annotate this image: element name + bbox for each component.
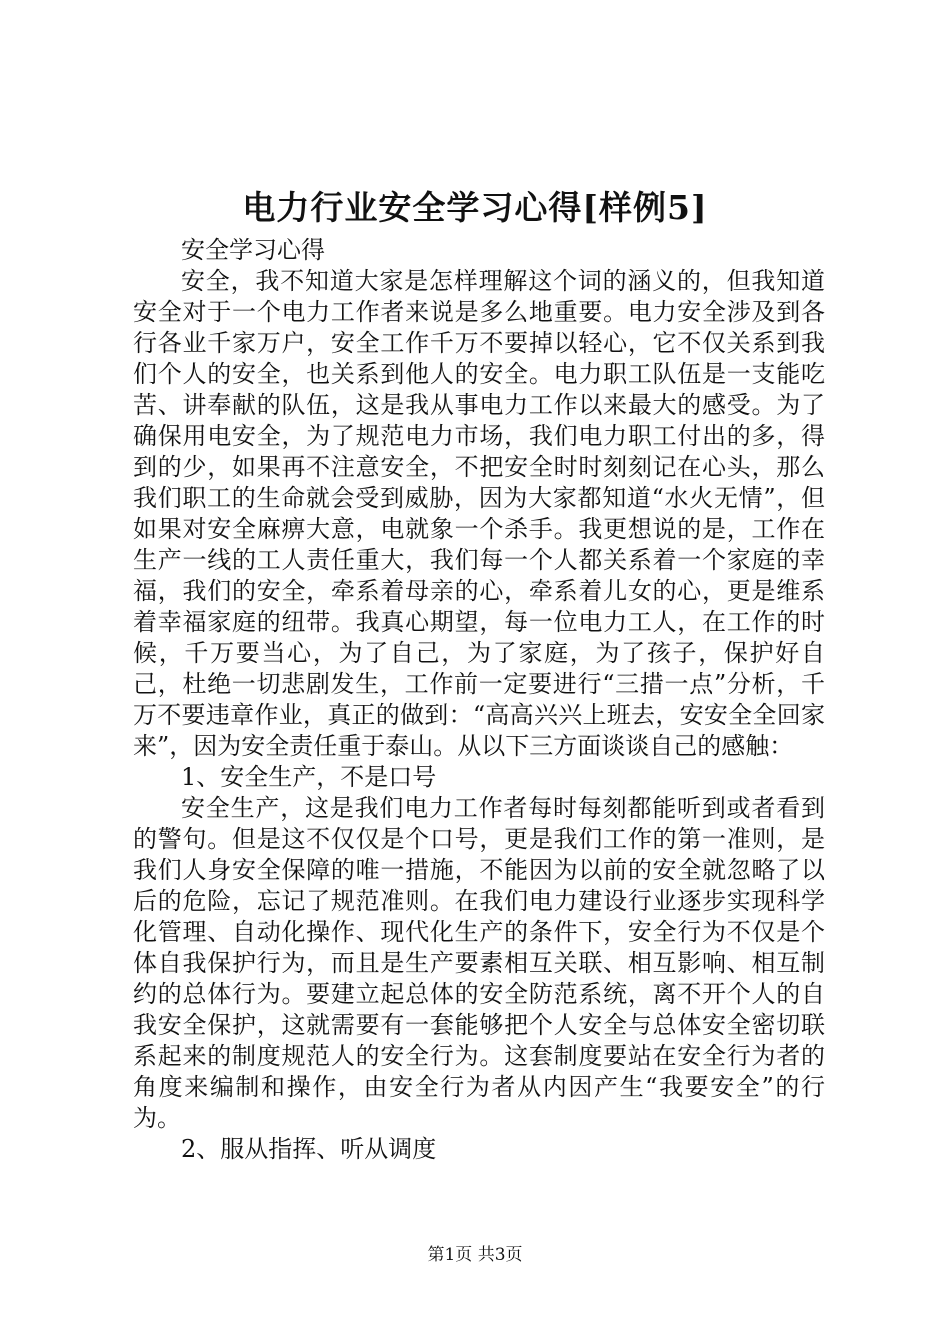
page-number-footer: 第1页 共3页: [427, 1245, 523, 1265]
body-paragraph: 安全生产，这是我们电力工作者每时每刻都能听到或者看到的警句。但是这不仅仅是个口号，更是我们工作的第一准则，是我们人身安全保障的唯一措施，不能因为以前的安全就忽略了以后的危险，忘记了规范准则。在我们电力建设行业逐步实现科学化管理、自动化操作、现代化生产的条件下，安全行为不仅是个体自我保护行为，而且是生产要素相互关联、相互影响、相互制约的总体行为。要建立起总体的安全防范系统，离不开个人的自我安全保护，这就需要有一套能够把个人安全与总体安全密切联系起来的制度规范人的安全行为。这套制度要站在安全行为者的角度来编制和操作，由安全行为者从内因产生“我要安全”的行为。: [133, 794, 825, 1132]
section-heading: 1、安全生产，不是口号: [181, 763, 437, 791]
document-title: 电力行业安全学习心得[样例5]: [242, 188, 708, 227]
subtitle-paragraph: 安全学习心得: [181, 236, 325, 264]
body-paragraph: 安全，我不知道大家是怎样理解这个词的涵义的，但我知道安全对于一个电力工作者来说是多么地重要。电力安全涉及到各行各业千家万户，安全工作千万不要掉以轻心，它不仅关系到我们个人的安全，也关系到他人的安全。电力职工队伍是一支能吃苦、讲奉献的队伍，这是我从事电力工作以来最大的感受。为了确保用电安全，为了规范电力市场，我们电力职工付出的多，得到的少，如果再不注意安全，不把安全时时刻刻记在心头，那么我们职工的生命就会受到威胁，因为大家都知道“水火无情”，但如果对安全麻痹大意，电就象一个杀手。我更想说的是，工作在生产一线的工人责任重大，我们每一个人都关系着一个家庭的幸福，我们的安全，牵系着母亲的心，牵系着儿女的心，更是维系着幸福家庭的纽带。我真心期望，每一位电力工人，在工作的时候，千万要当心，为了自己，为了家庭，为了孩子，保护好自己，杜绝一切悲剧发生，工作前一定要进行“三措一点”分析，千万不要违章作业，真正的做到：“高高兴兴上班去，安安全全回家来”，因为安全责任重于泰山。从以下三方面谈谈自己的感触：: [133, 267, 825, 760]
section-heading: 2、服从指挥、听从调度: [181, 1135, 437, 1163]
document-body: [133, 235, 825, 1165]
